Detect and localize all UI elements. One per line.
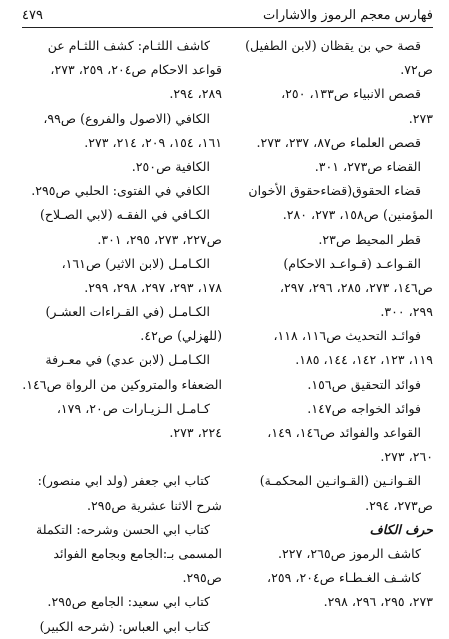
index-entry-line bbox=[22, 445, 222, 469]
page-header bbox=[22, 4, 433, 26]
index-entry-line: ٢٨٩، ٢٩٤. bbox=[169, 86, 222, 102]
index-entry-line: الضعفاء والمتروكين من الرواة ص١٤٦. bbox=[22, 376, 222, 392]
index-entry-line: ص١٤٦، ٢٧٣، ٢٨٥، ٢٩٦، ٢٩٧، bbox=[279, 279, 433, 295]
index-entry-line: شرح الاثنا عشرية ص٢٩٥. bbox=[87, 497, 222, 513]
index-entry-line: الكافي في الفتوى: الحلبي ص٢٩٥. bbox=[31, 183, 210, 199]
index-entry-line: ٢٦٠، ٢٧٣. bbox=[380, 449, 433, 465]
index-entry-line: ص٢٢٧، ٢٧٣، ٢٩٥، ٣٠١. bbox=[97, 231, 222, 247]
index-entry-line: ١١٩، ١٢٣، ١٤٢، ١٤٤، ١٨٥. bbox=[295, 352, 433, 368]
index-entry-line: ص٢٧٣، ٢٩٤. bbox=[365, 497, 433, 513]
index-entry-line: المسمى بـ:الجامع وبجامع الفوائد bbox=[53, 545, 222, 561]
index-entry-line: ٢٧٣. bbox=[408, 110, 433, 126]
index-entry-line: ١٦١، ١٥٤، ٢٠٩، ٢١٤، ٢٧٣. bbox=[84, 134, 222, 150]
index-entry-line: ٢٢٤، ٢٧٣. bbox=[169, 425, 222, 440]
index-column-left bbox=[22, 34, 222, 639]
index-column-right bbox=[228, 34, 433, 615]
index-entry-line: القـواعـد (قـواعـد الاحكام) bbox=[283, 255, 421, 271]
index-entry-line: قضاء الحقوق(قضاءحقوق الأخوان bbox=[248, 183, 421, 199]
index-entry-line: القـوانـين (القـوانـين المحكمـة) bbox=[259, 473, 421, 489]
index-entry-line: قصة حي بن يقظان (لابن الطفيل) bbox=[245, 38, 421, 53]
index-entry-line: ١٧٨، ٢٩٣، ٢٩٧، ٢٩٨، ٢٩٩. bbox=[84, 279, 222, 295]
index-entry-line: الكـافي في الفقـه (لابي الصـلاح) bbox=[40, 207, 210, 223]
index-entry-line: المؤمنين) ص١٥٨، ٢٧٣، ٢٨٠. bbox=[282, 207, 433, 223]
index-entry-line: القضاء ص٢٧٣، ٣٠١. bbox=[314, 158, 421, 174]
index-entry-line: كـامـل الـزيـارات ص٢٠، ١٧٩، bbox=[56, 400, 210, 416]
index-entry-line: القواعد والفوائد ص١٤٦، ١٤٩، bbox=[267, 425, 421, 440]
index-entry-line: قواعد الاحكام ص٢٠٤، ٢٥٩، ٢٧٣، bbox=[50, 62, 222, 78]
page-number: ٤٧٩ bbox=[22, 7, 43, 23]
index-entry-line: الكافية ص٢٥٠. bbox=[131, 158, 210, 174]
section-heading: حرف الكاف bbox=[369, 521, 433, 537]
index-entry-line: ص٢٩٥. bbox=[182, 570, 222, 586]
index-entry-line: ٢٩٩، ٣٠٠. bbox=[380, 304, 433, 320]
index-entry-line: الكـامـل (لابن الاثير) ص١٦١، bbox=[61, 255, 210, 271]
index-entry-line: ٢٧٣، ٢٩٥، ٢٩٦، ٢٩٨. bbox=[323, 594, 433, 610]
header-rule bbox=[22, 27, 433, 28]
index-entry-line: فوائـد التحديث ص١١٦، ١١٨، bbox=[273, 328, 421, 344]
index-entry-line: كتاب ابي جعفر (ولد ابي منصور): bbox=[37, 473, 210, 489]
index-entry-line: كتاب ابي الحسن وشرحه: التكملة bbox=[36, 521, 210, 537]
index-entry-line: كتاب ابي العباس: (شرحه الكبير) bbox=[39, 618, 210, 634]
index-entry-line: فوائد التحقيق ص١٥٦. bbox=[307, 376, 421, 392]
index-entry-line: الكـامـل (لابن عدي) في معـرفة bbox=[45, 352, 210, 368]
index-entry-line: كاشف الرموز ص٢٦٥، ٢٢٧. bbox=[278, 545, 421, 561]
running-title: فهارس معجم الرموز والاشارات bbox=[263, 7, 433, 23]
index-entry-line: ص٧٢. bbox=[400, 62, 433, 78]
index-entry-line: قصص العلماء ص٨٧، ٢٣٧، ٢٧٣. bbox=[256, 134, 421, 150]
index-entry-line: قطر المحيط ص٢٣. bbox=[318, 231, 421, 247]
index-entry-line: كاشـف الغـطـاء ص٢٠٤، ٢٥٩، bbox=[267, 570, 421, 586]
index-entry-line: (للهزلي) ص٤٢. bbox=[140, 328, 222, 344]
index-entry-line: فوائد الخواجه ص١٤٧. bbox=[307, 400, 421, 416]
index-entry-line: كتاب ابي سعيد: الجامع ص٢٩٥. bbox=[47, 594, 210, 610]
index-entry-line: كاشف اللثـام: كشف اللثـام عن bbox=[47, 38, 210, 53]
index-entry-line: الكافي (الاصول والفروع) ص٩٩، bbox=[43, 110, 210, 126]
index-entry-line: قصص الانبياء ص١٣٣، ٢٥٠، bbox=[281, 86, 421, 102]
index-entry-line: الكـامـل (في القـراءات العشـر) bbox=[45, 304, 210, 320]
